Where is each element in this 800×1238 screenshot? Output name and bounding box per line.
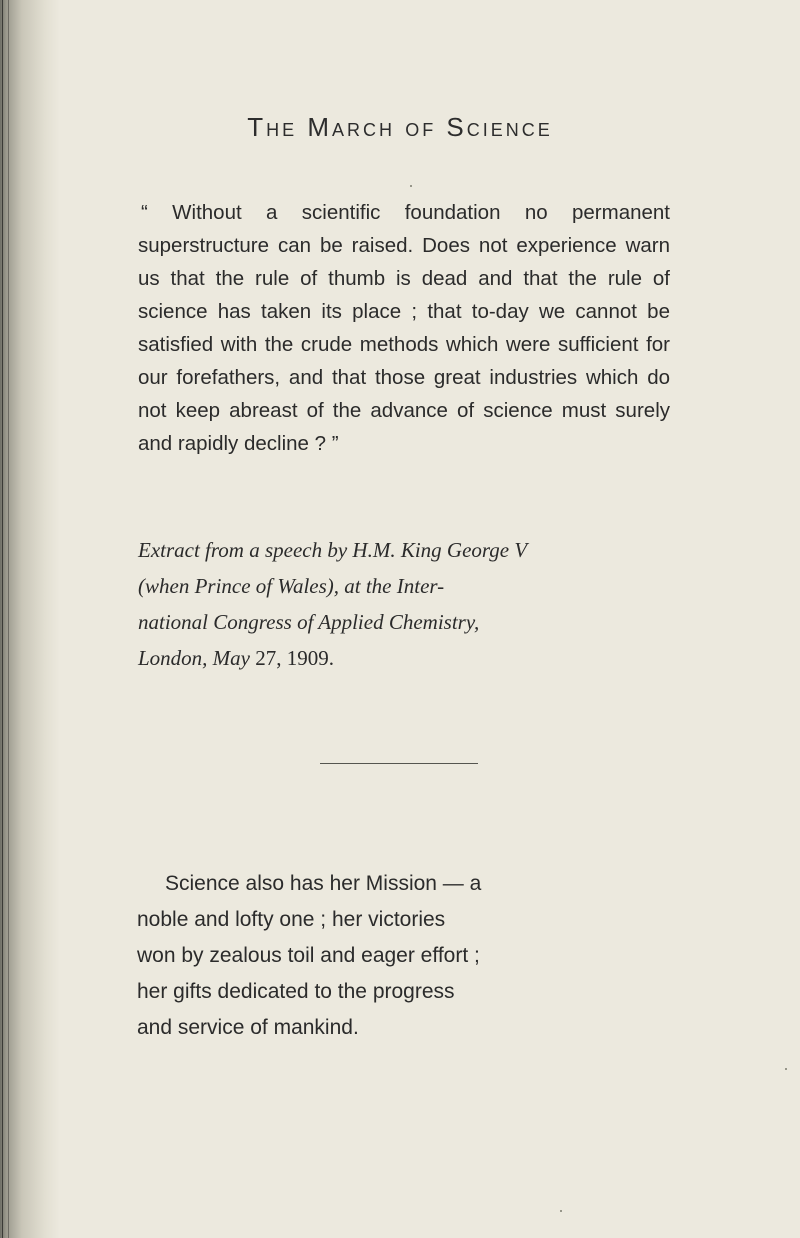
attribution-line: national Congress of Applied Chemistry, xyxy=(138,610,480,634)
mission-line: won by zealous toil and eager effort ; xyxy=(137,944,480,967)
mission-line: her gifts dedicated to the progress xyxy=(137,980,455,1003)
paper-speck xyxy=(560,1210,562,1212)
page-title: The March of Science xyxy=(247,112,553,142)
section-divider xyxy=(320,763,478,764)
attribution-line xyxy=(138,640,678,676)
quote-attribution xyxy=(138,532,678,676)
attribution-place: London, May xyxy=(138,646,250,670)
attribution-date: 27, 1909. xyxy=(250,646,334,670)
attribution-line: Extract from a speech by H.M. King George V xyxy=(138,538,528,562)
binding-gutter xyxy=(0,0,60,1238)
attribution-line: (when Prince of Wales), at the Inter- xyxy=(138,574,445,598)
gutter-edge-line xyxy=(8,0,9,1238)
speech-quote: “ Without a scientific foundation no permanent superstructure can be raised. Does not experience warn us that the rule of thumb is dead and that the rule of science has taken its place ; that to-day we cannot be satisfied with the crude methods which were sufficient for our forefathers, and that those great industries which do not keep abreast of the advance of science must surely and rapidly decline ? ” xyxy=(138,201,670,455)
mission-line: noble and lofty one ; her victories xyxy=(137,908,446,931)
mission-line: Science also has her Mission — a xyxy=(165,872,482,895)
mission-paragraph xyxy=(137,866,667,1046)
gutter-edge-line xyxy=(2,0,3,1238)
paper-speck xyxy=(410,185,412,187)
paper-speck xyxy=(785,1068,787,1070)
mission-line: and service of mankind. xyxy=(137,1016,359,1039)
